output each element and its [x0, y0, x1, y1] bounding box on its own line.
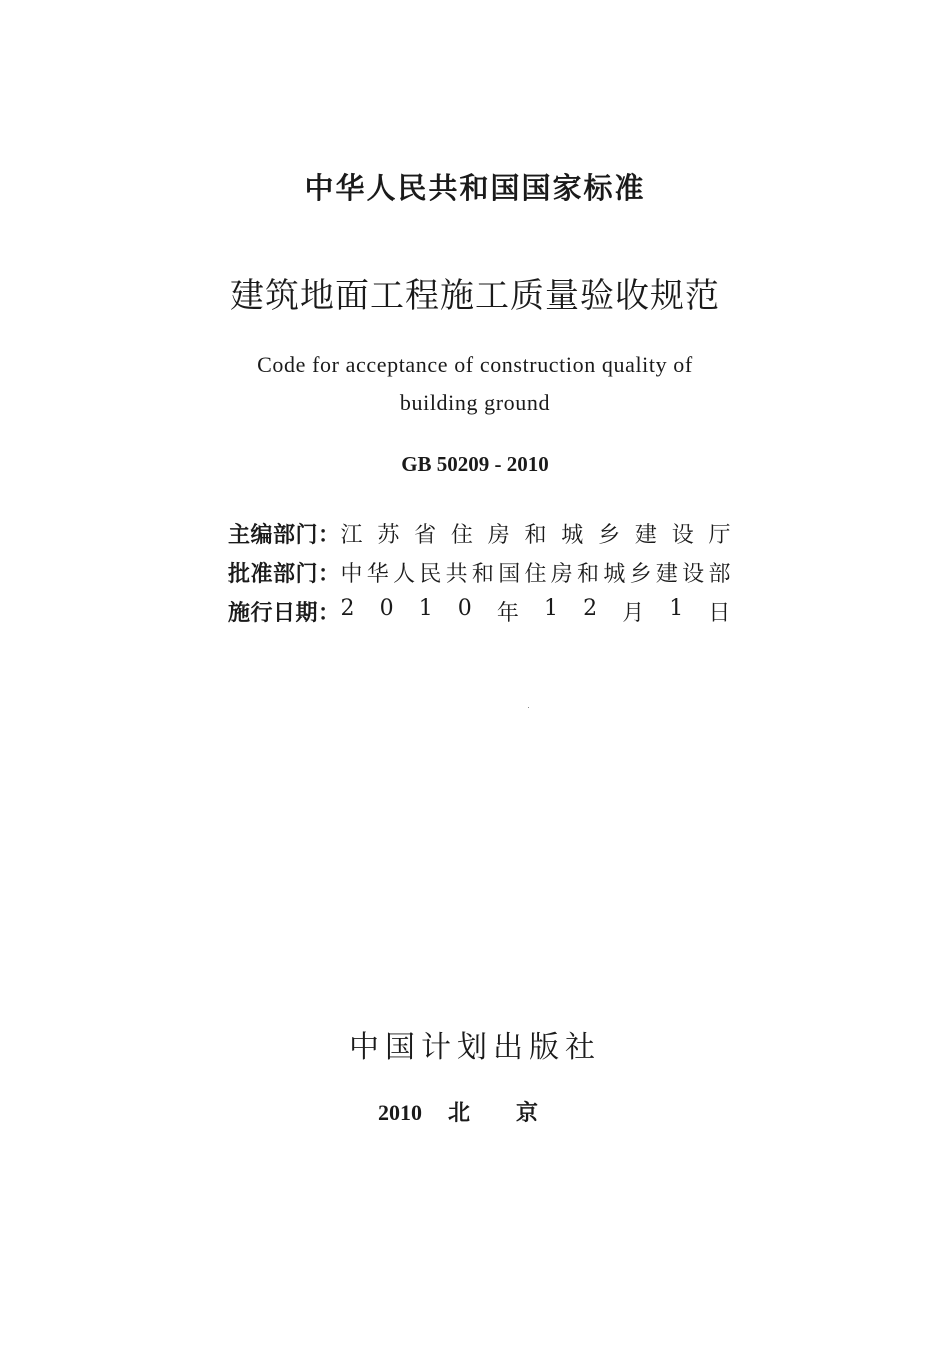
meta-char: 设	[671, 523, 694, 548]
meta-char: 房	[550, 562, 573, 587]
meta-char: 城	[603, 562, 626, 587]
meta-char: 中	[340, 562, 363, 587]
meta-char: 华	[366, 562, 389, 587]
editor-label: 主编部门：	[228, 523, 341, 548]
meta-char: 1	[669, 596, 684, 621]
meta-char: 和	[471, 562, 494, 587]
meta-char: 1	[544, 596, 558, 621]
meta-char: 国	[498, 562, 521, 587]
meta-char: 厅	[708, 523, 731, 548]
meta-char: 2	[340, 596, 355, 621]
meta-char: 苏	[377, 523, 400, 548]
meta-char: 和	[524, 523, 547, 548]
meta-char: 房	[487, 523, 510, 548]
meta-char: 江	[340, 523, 363, 548]
document-metadata	[228, 514, 748, 631]
meta-char: 2	[583, 596, 598, 621]
editor-value	[341, 518, 731, 549]
meta-char: 月	[622, 601, 645, 626]
meta-char: 建	[634, 523, 657, 548]
document-title-english	[0, 346, 950, 422]
publisher-name: 中国计划出版社	[349, 1030, 601, 1065]
meta-char: 部	[708, 562, 731, 587]
meta-char: 人	[393, 562, 416, 587]
national-standard-heading: 中华人民共和国国家标准	[304, 171, 646, 205]
meta-char: 1	[418, 596, 433, 621]
document-title-chinese: 建筑地面工程施工质量验收规范	[230, 276, 720, 316]
meta-char: 0	[457, 596, 472, 621]
publication-place: 北京	[447, 1101, 584, 1126]
english-title-line-1: Code for acceptance of construction quality of	[257, 352, 693, 377]
meta-char: 城	[561, 523, 584, 548]
meta-char: 乡	[598, 523, 621, 548]
meta-char: 民	[419, 562, 442, 587]
editor-row	[228, 514, 748, 553]
standard-number: GB 50209 - 2010	[401, 452, 549, 476]
meta-char: 和	[577, 562, 600, 587]
meta-char: 0	[379, 596, 394, 621]
effective-date-label: 施行日期：	[228, 601, 341, 626]
approver-label: 批准部门：	[228, 562, 341, 587]
publication-line	[0, 1096, 950, 1127]
meta-char: 共	[445, 562, 468, 587]
effective-date-value	[341, 596, 731, 627]
approver-value	[341, 557, 731, 588]
effective-date-row	[228, 592, 748, 631]
meta-char: 日	[708, 601, 731, 626]
publication-year: 2010	[377, 1100, 422, 1125]
scan-speck	[528, 707, 529, 708]
meta-char: 年	[496, 601, 519, 626]
meta-char: 乡	[629, 562, 652, 587]
meta-char: 住	[450, 523, 473, 548]
meta-char: 省	[414, 523, 437, 548]
english-title-line-2: building ground	[399, 390, 551, 415]
approver-row	[228, 553, 748, 592]
meta-char: 住	[524, 562, 547, 587]
meta-char: 建	[655, 562, 678, 587]
meta-char: 设	[682, 562, 705, 587]
